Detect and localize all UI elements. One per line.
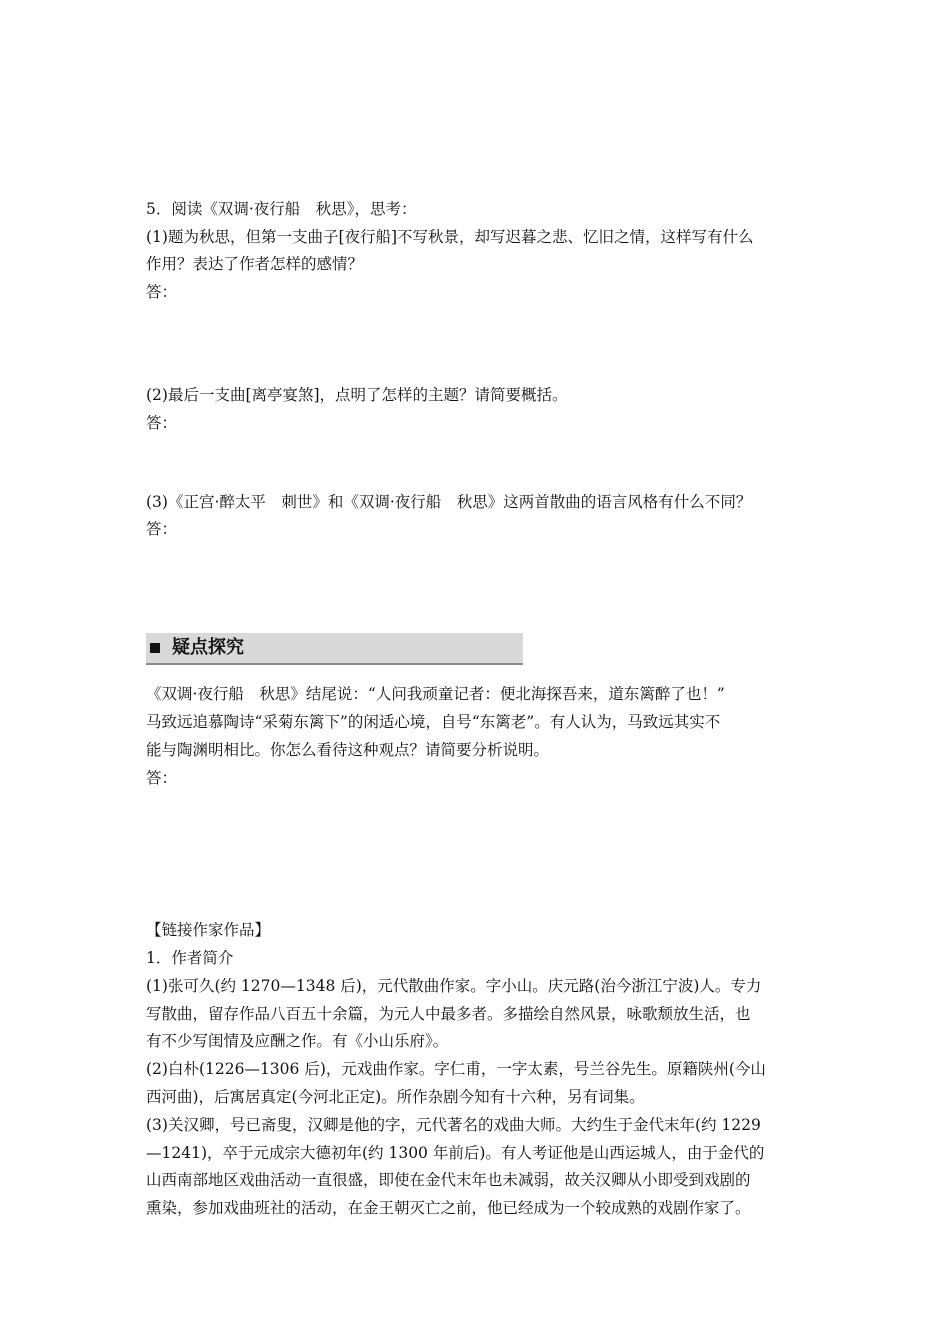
question-5-2-line: (2)最后一支曲[离亭宴煞]，点明了怎样的主题？请简要概括。 (146, 386, 568, 404)
author-bio-line: (2)白朴(1226—1306 后)，元戏曲作家。字仁甫，一字太素，号兰谷先生。原籍陕州(今山 (146, 1060, 766, 1078)
author-bio-line: 熏染，参加戏曲班社的活动，在金王朝灭亡之前，他已经成为一个较成熟的戏剧作家了。 (146, 1199, 751, 1217)
section-header-bar (146, 633, 523, 665)
author-bio-line: 有不少写闺情及应酬之作。有《小山乐府》。 (146, 1032, 449, 1050)
author-bio-line: 山西南部地区戏曲活动一直很盛，即使在金代末年也未减弱，故关汉卿从小即受到戏剧的 (146, 1171, 751, 1189)
answer-label: 答： (146, 520, 178, 538)
square-bullet-icon (150, 643, 160, 653)
author-bio-line: 写散曲，留存作品八百五十余篇，为元人中最多者。多描绘自然风景，咏歌颓放生活，也 (146, 1005, 751, 1023)
question-5-3-line: (3)《正宫·醉太平 刺世》和《双调·夜行船 秋思》这两首散曲的语言风格有什么不同？ (146, 493, 752, 511)
answer-label: 答： (146, 414, 178, 432)
inquiry-line: 马致远追慕陶诗“采菊东篱下”的闲适心境，自号“东篱老”。有人认为，马致远其实不 (146, 713, 721, 731)
question-5-title: 5．阅读《双调·夜行船 秋思》，思考： (146, 200, 417, 218)
inquiry-line: 能与陶渊明相比。你怎么看待这种观点？请简要分析说明。 (146, 741, 550, 759)
author-bio-line: (1)张可久(约 1270—1348 后)，元代散曲作家。字小山。庆元路(治今浙江宁波)人。专力 (146, 977, 762, 995)
question-5-1-line: 作用？表达了作者怎样的感情？ (146, 255, 364, 273)
author-bio-line: (3)关汉卿，号已斋叟，汉卿是他的字，元代著名的戏曲大师。大约生于金代末年(约 1229 (146, 1116, 761, 1134)
inquiry-line: 《双调·夜行船 秋思》结尾说：“人问我顽童记者：便北海探吾来，道东篱醉了也！” (146, 685, 725, 703)
author-bio-line: 西河曲)，后寓居真定(今河北正定)。所作杂剧今知有十六种，另有词集。 (146, 1088, 645, 1106)
answer-label: 答： (146, 283, 178, 301)
question-5-1-line: (1)题为秋思，但第一支曲子[夜行船]不写秋景，却写迟暮之悲、忆旧之情，这样写有什么 (146, 228, 754, 246)
links-subheading: 1．作者简介 (146, 949, 234, 967)
answer-label: 答： (146, 769, 178, 787)
section-title: 疑点探究 (172, 637, 244, 658)
links-heading: 【链接作家作品】 (146, 921, 271, 939)
author-bio-line: —1241)，卒于元成宗大德初年(约 1300 年前后)。有人考证他是山西运城人，由于金代的 (146, 1144, 765, 1162)
